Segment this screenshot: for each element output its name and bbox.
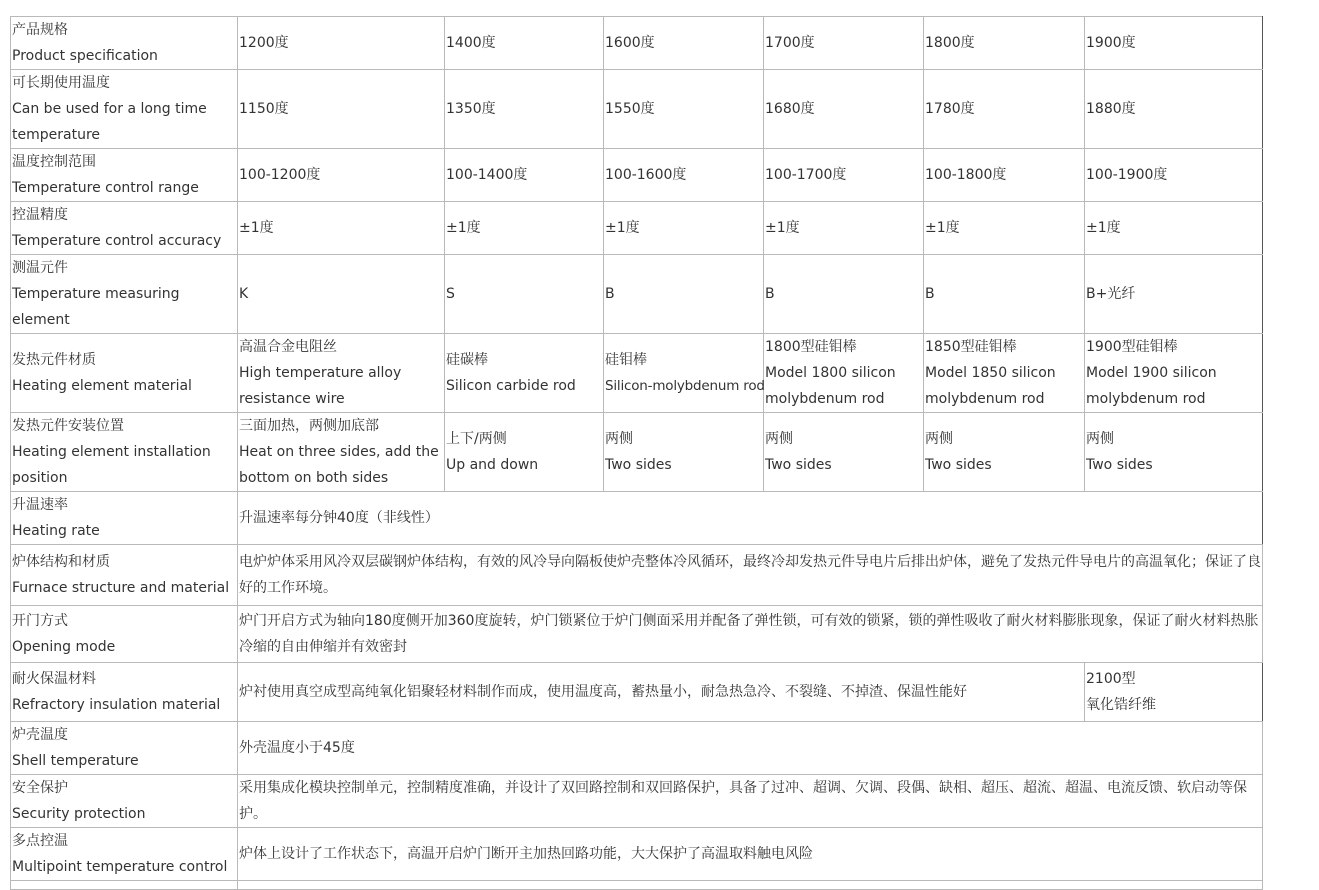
value-cell: B (604, 255, 764, 334)
value-en: Up and down (446, 457, 539, 473)
value-cell: 炉体上设计了工作状态下，高温开启炉门断开主加热回路功能，大大保护了高温取料触电风险 (238, 828, 1263, 881)
value-cell: 1150度 (238, 70, 445, 149)
value-cell: ±1度 (445, 202, 604, 255)
value-cell: 采用集成化模块控制单元，控制精度准确，并设计了双回路控制和双回路保护，具备了过冲、超调、欠调、段偶、缺相、超压、超流、超温、电流反馈、软启动等保护。 (238, 775, 1263, 828)
label-cell (11, 492, 238, 545)
row-shell-temp (11, 722, 1263, 775)
label-en: Heating rate (12, 523, 100, 539)
value-cell: ±1度 (1085, 202, 1263, 255)
value-cell: 100-1600度 (604, 149, 764, 202)
value-cell (604, 413, 764, 492)
value-cell: B (764, 255, 924, 334)
value-cell (1085, 413, 1263, 492)
value-cell (764, 334, 924, 413)
label-en: Multipoint temperature control (12, 859, 228, 875)
value-cell (238, 334, 445, 413)
label-en: Temperature control range (12, 180, 199, 196)
value-cell: 炉门开启方式为轴向180度侧开加360度旋转，炉门锁紧位于炉门侧面采用并配备了弹性锁，可有效的锁紧，锁的弹性吸收了耐火材料膨胀现象，保证了耐火材料热胀冷缩的自由伸缩并有效密封 (238, 606, 1263, 663)
label-cn: 产品规格 (12, 22, 68, 38)
label-cn: 发热元件材质 (12, 352, 96, 368)
value-cell: 1780度 (924, 70, 1085, 149)
value-en: Silicon carbide rod (446, 378, 576, 394)
label-cn: 多点控温 (12, 833, 68, 849)
label-en: Heating element material (12, 378, 192, 394)
label-cn: 耐火保温材料 (12, 671, 96, 687)
value-en: Model 1900 silicon molybdenum rod (1086, 365, 1217, 407)
label-en: Opening mode (12, 639, 116, 655)
value-cell: 1800度 (924, 17, 1085, 70)
row-install-position (11, 413, 1263, 492)
label-cell (11, 775, 238, 828)
row-furnace-structure (11, 545, 1263, 606)
value-cell: 100-1800度 (924, 149, 1085, 202)
row-opening-mode (11, 606, 1263, 663)
row-security (11, 775, 1263, 828)
value-cn: 2100型 (1086, 671, 1136, 687)
value-cell: K (238, 255, 445, 334)
label-en: Temperature measuring element (12, 286, 180, 328)
label-cell (11, 828, 238, 881)
label-cell (11, 70, 238, 149)
value-cell: 1200度 (238, 17, 445, 70)
value-cell: 炉衬使用真空成型高纯氧化铝聚轻材料制作而成，使用温度高，蓄热量小，耐急热急冷、不裂缝、不掉渣、保温性能好 (238, 663, 1085, 722)
label-cn: 开门方式 (12, 613, 68, 629)
value-cell (238, 881, 1263, 890)
label-cell (11, 17, 238, 70)
value-en: Two sides (605, 457, 672, 473)
label-en: Security protection (12, 806, 146, 822)
value-cell: 100-1200度 (238, 149, 445, 202)
row-partial (11, 881, 1263, 890)
value-en: Silicon-molybdenum rod (605, 378, 765, 394)
label-cell (11, 545, 238, 606)
value-cell: ±1度 (604, 202, 764, 255)
value-en: Model 1800 silicon molybdenum rod (765, 365, 896, 407)
label-cell (11, 149, 238, 202)
value-cn: 1900型硅钼棒 (1086, 339, 1178, 355)
label-en: Can be used for a long time temperature (12, 101, 207, 143)
label-cell (11, 881, 238, 890)
value-cn-2: 氧化锆纤维 (1086, 697, 1156, 713)
value-cell: ±1度 (238, 202, 445, 255)
label-cn: 炉壳温度 (12, 727, 68, 743)
value-cn: 1800型硅钼棒 (765, 339, 857, 355)
row-refractory (11, 663, 1263, 722)
value-cell: S (445, 255, 604, 334)
value-cell: ±1度 (924, 202, 1085, 255)
value-cell: 100-1400度 (445, 149, 604, 202)
label-cn: 发热元件安装位置 (12, 418, 124, 434)
value-cell: 1680度 (764, 70, 924, 149)
value-cn: 两侧 (1086, 431, 1114, 447)
row-product-spec (11, 17, 1263, 70)
value-cn: 两侧 (605, 431, 633, 447)
label-cn: 安全保护 (12, 780, 68, 796)
value-en: Two sides (925, 457, 992, 473)
value-cell: 升温速率每分钟40度（非线性） (238, 492, 1263, 545)
value-en: Heat on three sides, add the bottom on both sides (239, 444, 439, 486)
row-measuring-element (11, 255, 1263, 334)
value-cell: 1550度 (604, 70, 764, 149)
label-en: Refractory insulation material (12, 697, 221, 713)
label-cell (11, 606, 238, 663)
value-cn: 上下/两侧 (446, 431, 507, 447)
label-cn: 控温精度 (12, 207, 68, 223)
label-cell (11, 334, 238, 413)
label-en: Shell temperature (12, 753, 139, 769)
label-en: Furnace structure and material (12, 580, 230, 596)
value-en: Two sides (765, 457, 832, 473)
label-cn: 升温速率 (12, 497, 68, 513)
value-cell-special (1085, 663, 1263, 722)
label-cell (11, 663, 238, 722)
value-cell: 1900度 (1085, 17, 1263, 70)
value-cell (924, 334, 1085, 413)
value-cell: 外壳温度小于45度 (238, 722, 1263, 775)
row-multipoint (11, 828, 1263, 881)
value-cell: B+光纤 (1085, 255, 1263, 334)
value-cell: 1700度 (764, 17, 924, 70)
row-long-time-temp (11, 70, 1263, 149)
value-cell: 1880度 (1085, 70, 1263, 149)
label-en: Product specification (12, 48, 158, 64)
value-cell (1085, 334, 1263, 413)
label-cn: 可长期使用温度 (12, 75, 110, 91)
value-cell (445, 334, 604, 413)
value-cell (924, 413, 1085, 492)
label-cell (11, 202, 238, 255)
value-cell (445, 413, 604, 492)
value-en: Model 1850 silicon molybdenum rod (925, 365, 1056, 407)
value-cn: 两侧 (765, 431, 793, 447)
value-cn: 三面加热，两侧加底部 (239, 418, 379, 434)
value-cell: B (924, 255, 1085, 334)
label-cell (11, 722, 238, 775)
value-en: Two sides (1086, 457, 1153, 473)
value-cell: ±1度 (764, 202, 924, 255)
label-cn: 炉体结构和材质 (12, 554, 110, 570)
row-control-range (11, 149, 1263, 202)
label-cn: 测温元件 (12, 260, 68, 276)
value-cn: 两侧 (925, 431, 953, 447)
label-en: Heating element installation position (12, 444, 211, 486)
label-cell (11, 255, 238, 334)
spec-table-wrapper (10, 16, 1263, 890)
value-cn: 1850型硅钼棒 (925, 339, 1017, 355)
value-en: High temperature alloy resistance wire (239, 365, 402, 407)
value-cell (764, 413, 924, 492)
value-cell (604, 334, 764, 413)
row-heating-rate (11, 492, 1263, 545)
value-cell: 1400度 (445, 17, 604, 70)
value-cell: 100-1900度 (1085, 149, 1263, 202)
label-en: Temperature control accuracy (12, 233, 222, 249)
value-cn: 硅钼棒 (605, 352, 647, 368)
label-cn: 温度控制范围 (12, 154, 96, 170)
label-cell (11, 413, 238, 492)
value-cell (238, 413, 445, 492)
value-cell: 1600度 (604, 17, 764, 70)
value-cn: 硅碳棒 (446, 352, 488, 368)
value-cell: 1350度 (445, 70, 604, 149)
row-heating-material (11, 334, 1263, 413)
spec-table (10, 16, 1263, 890)
row-control-accuracy (11, 202, 1263, 255)
value-cn: 高温合金电阻丝 (239, 339, 337, 355)
value-cell: 电炉炉体采用风冷双层碳钢炉体结构，有效的风冷导向隔板使炉壳整体冷风循环，最终冷却发热元件导电片后排出炉体，避免了发热元件导电片的高温氧化；保证了良好的工作环境。 (238, 545, 1263, 606)
value-cell: 100-1700度 (764, 149, 924, 202)
